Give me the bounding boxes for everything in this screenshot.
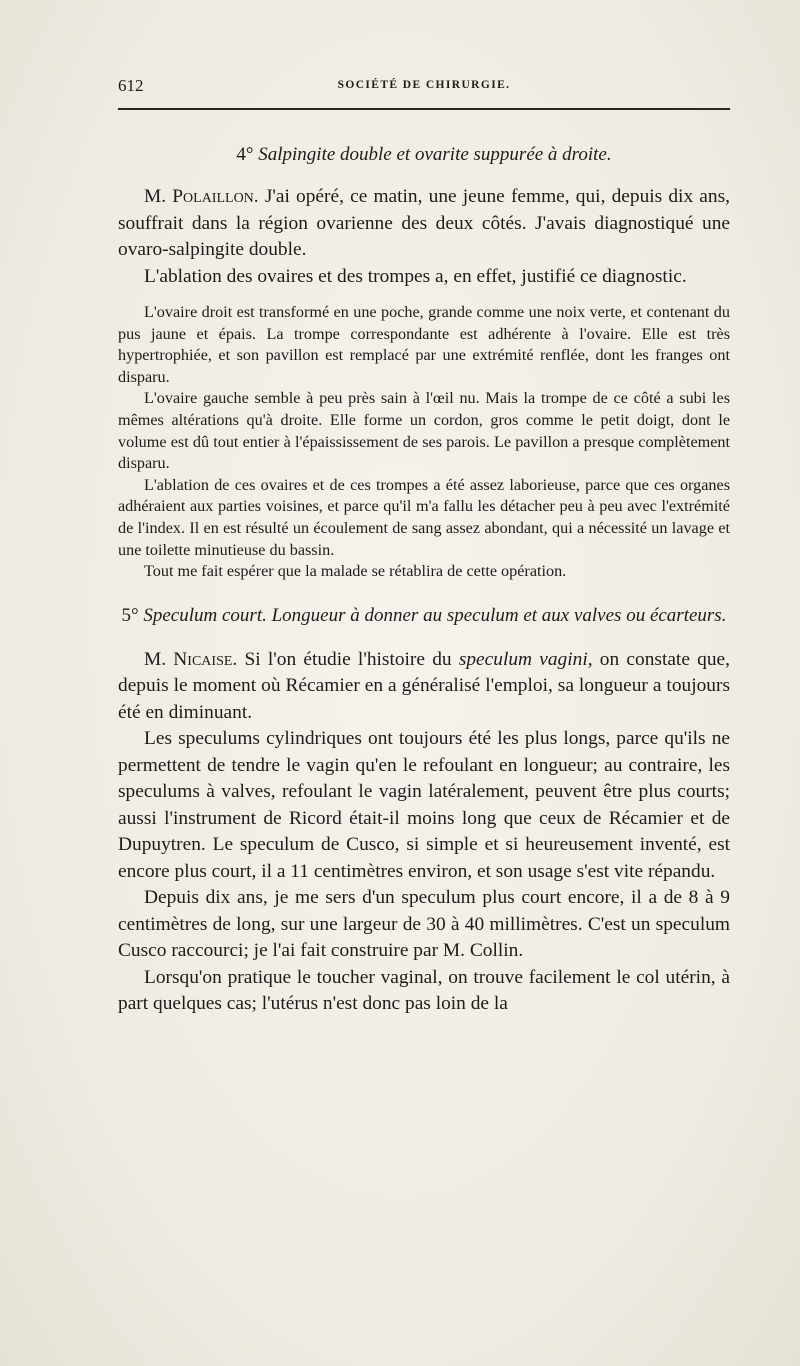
section-5-title: Speculum court. Longueur à donner au speculum et aux valves ou écarteurs.: [143, 604, 727, 626]
section-5-paragraph-1: [118, 647, 730, 727]
intro-1-text: J'ai opéré, ce matin, une jeune femme, qui, depuis dix ans, souffrait dans la région ovarienne des deux côtés. J'avais diagnostiqué une ovaro-salpingite double.: [118, 186, 731, 260]
detail-paragraph-3: L'ablation de ces ovaires et de ces trompes a été assez laborieuse, parce que ces organes adhéraient aux parties voisines, et parce qu'il m'a fallu les détacher peu à peu avec l'extrémité de l'index. Il en est résulté un écoulement de sang assez abondant, qui a nécessité un lavage et une toilette minutieuse du bassin.: [118, 475, 730, 559]
section-4-title: Salpingite double et ovarite suppurée à droite.: [258, 144, 612, 165]
section-5-paragraph-4: Lorsqu'on pratique le toucher vaginal, on trouve facilement le col utérin, à part quelques cas; l'utérus n'est donc pas loin de la: [118, 966, 730, 1015]
section-5-paragraph-2: Les speculums cylindriques ont toujours été les plus longs, parce qu'ils ne permettent de tendre le vagin qu'en le refoulant en longueur; au contraire, les speculums à valves, refoulant le vagin latéralement, peuvent être plus courts; aussi l'instrument de Ricord était-il moins long que ceux de Récamier et de Dupuytren. Le speculum de Cusco, si simple et si heureusement inventé, est encore plus court, il a 11 centimètres environ, et son usage s'est vite répandu.: [118, 728, 730, 882]
section-5-number: 5°: [121, 604, 139, 626]
speaker-polaillon: M. Polaillon.: [144, 186, 259, 207]
running-head: SOCIÉTÉ DE CHIRURGIE.: [337, 79, 511, 91]
section-4-heading: [118, 142, 730, 168]
header-rule: [118, 108, 730, 110]
speaker-nicaise: M. Nicaise.: [144, 648, 238, 670]
text-column: [118, 142, 730, 1018]
section-4-number: 4°: [236, 144, 254, 165]
detail-paragraph-4: Tout me fait espérer que la malade se rétablira de cette opération.: [144, 562, 567, 581]
page-header: [118, 76, 730, 100]
section-5-heading: [118, 603, 730, 629]
p1-term: speculum vagini,: [458, 648, 593, 670]
section-4-intro-1: [118, 184, 730, 264]
section-4-intro-2: L'ablation des ovaires et des trompes a, en effet, justifié ce diagnostic.: [144, 265, 687, 287]
detail-paragraph-2: L'ovaire gauche semble à peu près sain à l'œil nu. Mais la trompe de ce côté a subi les mêmes altérations qu'à droite. Elle forme un cordon, gros comme le petit doigt, dont le volume est dû tout entier à l'épaississement de ses parois. Le pavillon a presque complètement disparu.: [118, 389, 730, 473]
section-4-details: [118, 302, 730, 583]
p1-before: Si l'on étudie l'histoire du: [244, 648, 452, 670]
section-5-paragraph-3: Depuis dix ans, je me sers d'un speculum plus court encore, il a de 8 à 9 centimètres de long, sur une largeur de 30 à 40 millimètres. C'est un speculum Cusco raccourci; je l'ai fait construire par M. Collin.: [118, 887, 730, 962]
page-number: 612: [118, 76, 144, 95]
p1-after: on constate que, depuis le moment où Récamier en a généralisé l'emploi, sa longueur a toujours été en diminuant.: [118, 648, 730, 723]
detail-paragraph-1: L'ovaire droit est transformé en une poche, grande comme une noix verte, et contenant du pus jaune et épais. La trompe correspondante est adhérente à l'ovaire. Elle est très hypertrophiée, et son pavillon est remplacé par une extrémité renflée, dont les franges ont disparu.: [118, 303, 730, 386]
